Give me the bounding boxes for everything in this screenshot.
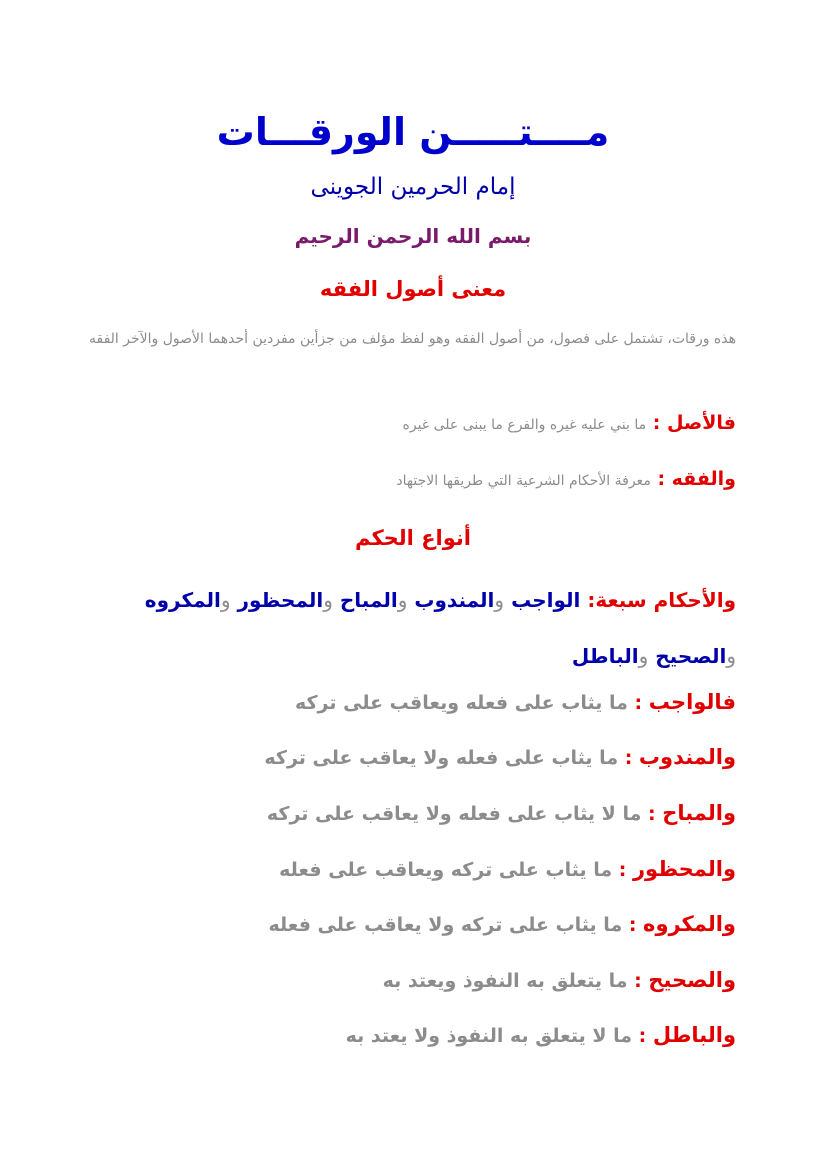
definition-text: ما يثاب على تركه ولا يعاقب على فعله <box>268 914 623 936</box>
definition-mahzur <box>279 857 736 881</box>
section-heading-meaning: معنى أصول الفقه <box>319 277 507 301</box>
definition-sahih <box>383 968 736 992</box>
type-name: الواجب <box>511 588 581 612</box>
definition-text: ما يثاب على تركه ويعاقب على فعله <box>279 859 613 881</box>
definition-text: ما يثاب على فعله ويعاقب على تركه <box>294 692 628 714</box>
type-name: الصحيح <box>655 644 727 668</box>
definition-term: والفقه <box>671 468 736 490</box>
type-name: الباطل <box>571 644 639 668</box>
definition-mandub <box>264 745 736 769</box>
type-name: المباح <box>339 588 398 612</box>
type-name: المندوب <box>414 588 495 612</box>
definition-term: والصحيح <box>648 968 736 992</box>
definition-text: ما لا يتعلق به النفوذ ولا يعتد به <box>345 1025 633 1047</box>
author-name: إمام الحرمين الجوينى <box>310 174 516 200</box>
definition-fiqh <box>396 468 736 490</box>
definition-colon: : <box>627 970 649 992</box>
definition-asl <box>403 412 736 434</box>
definition-term: والمباح <box>662 801 736 825</box>
definition-colon: : <box>622 914 644 936</box>
type-conj: و <box>397 588 408 612</box>
definition-colon: : <box>612 859 633 881</box>
definition-makruh <box>269 912 737 936</box>
definition-colon: : <box>650 468 672 490</box>
type-conj: و <box>638 644 649 668</box>
definition-term: فالأصل <box>666 412 736 434</box>
definition-text: ما لا يثاب على فعله ولا يعاقب على تركه <box>266 803 642 825</box>
types-lead: والأحكام سبعة: <box>587 588 736 612</box>
definition-colon: : <box>618 747 639 769</box>
definition-term: والمكروه <box>643 912 736 936</box>
definition-term: والباطل <box>652 1023 736 1047</box>
definition-term: والمندوب <box>638 745 736 769</box>
definition-colon: : <box>627 692 649 714</box>
type-conj: و <box>726 644 736 668</box>
definition-batil <box>346 1023 736 1047</box>
definition-term: فالواجب <box>648 690 736 714</box>
definition-wajib <box>295 690 736 714</box>
type-conj: و <box>323 588 333 612</box>
definition-mubah <box>267 801 736 825</box>
section-heading-types: أنواع الحكم <box>354 526 471 550</box>
definition-colon: : <box>646 412 667 434</box>
intro-paragraph: هذه ورقات، تشتمل على فصول، من أصول الفقه وهو لفظ مؤلف من جزأين مفردين أحدهما الأصول والآخر الفقه <box>89 331 736 347</box>
definition-colon: : <box>632 1025 653 1047</box>
definition-text: ما يثاب على فعله ولا يعاقب على تركه <box>264 747 619 769</box>
type-conj: و <box>220 588 231 612</box>
definition-text: ما بني عليه غيره والفرع ما يبنى على غيره <box>402 417 647 433</box>
definition-term: والمحظور <box>632 857 736 881</box>
document-title: مــــتـــــن الورقـــات <box>216 110 610 154</box>
definition-colon: : <box>641 803 663 825</box>
basmala: بسم الله الرحمن الرحيم <box>294 224 532 248</box>
definition-text: ما يتعلق به النفوذ ويعتد به <box>382 970 628 992</box>
rulings-types-list <box>86 572 736 684</box>
definition-text: معرفة الأحكام الشرعية التي طريقها الاجتهاد <box>396 473 651 489</box>
type-name: المحظور <box>237 588 324 612</box>
type-name: المكروه <box>144 588 221 612</box>
type-conj: و <box>494 588 505 612</box>
